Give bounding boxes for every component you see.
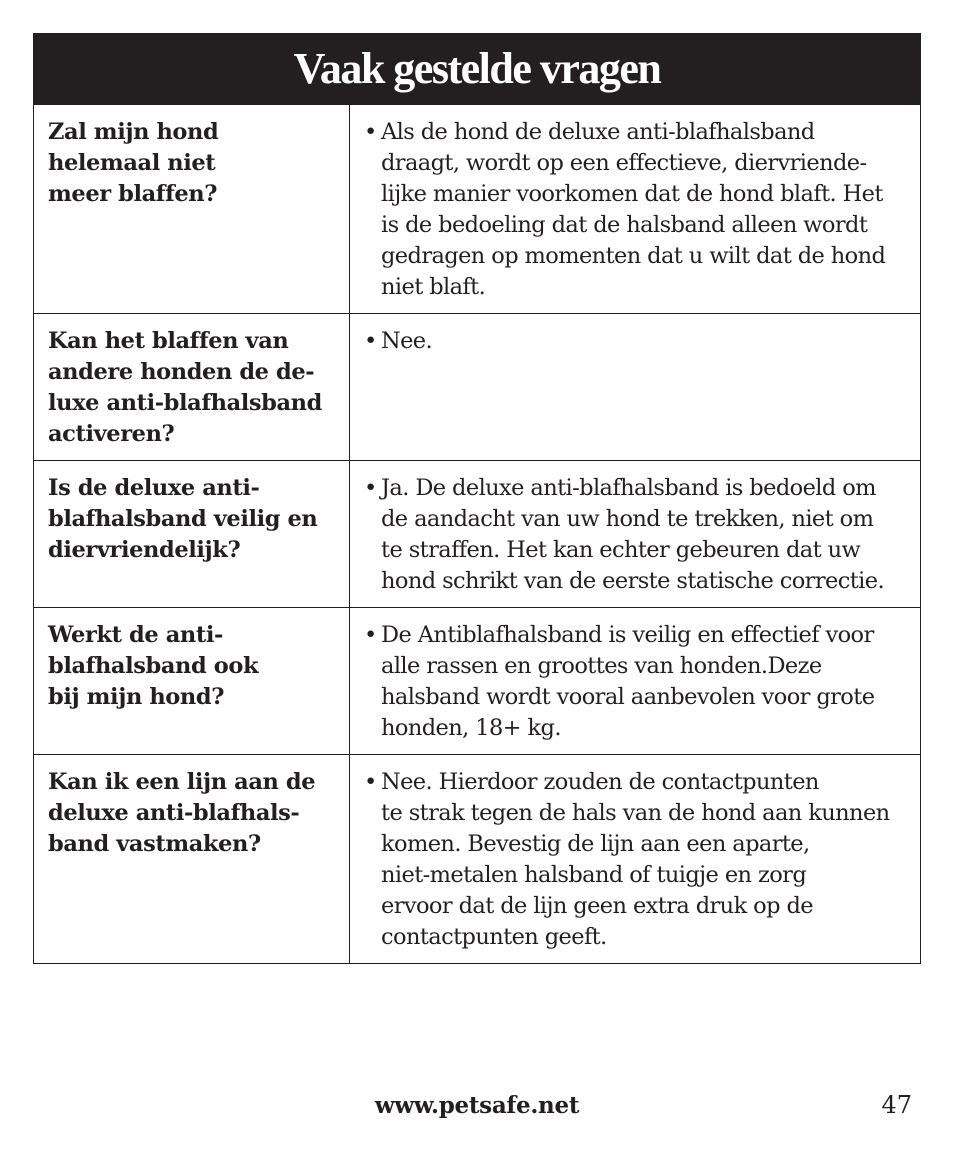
- faq-answer: [350, 105, 921, 314]
- question-line: Zal mijn hond: [48, 119, 219, 145]
- answer-line: ervoor dat de lijn geen extra druk op de: [381, 893, 813, 919]
- answer-bullet-item: [364, 473, 910, 597]
- answer-line: gedragen op momenten dat u wilt dat de hond: [381, 243, 886, 269]
- bullet-icon: •: [364, 769, 377, 795]
- answer-line: Als de hond de deluxe anti-blafhalsband: [381, 119, 815, 145]
- faq-question: [34, 314, 350, 461]
- bullet-icon: •: [364, 475, 377, 501]
- page-number: 47: [881, 1091, 912, 1119]
- question-line: activeren?: [48, 421, 175, 447]
- bullet-icon: •: [364, 622, 377, 648]
- question-line: meer blaffen?: [48, 181, 217, 207]
- faq-question: [34, 461, 350, 608]
- answer-line: niet blaft.: [381, 274, 486, 300]
- bullet-icon: •: [364, 328, 377, 354]
- question-line: blafhalsband ook: [48, 653, 259, 679]
- answer-line: Nee. Hierdoor zouden de contactpunten: [381, 769, 819, 795]
- answer-line: te strak tegen de hals van de hond aan kunnen: [381, 800, 890, 826]
- question-line: helemaal niet: [48, 150, 216, 176]
- faq-row: [34, 461, 921, 608]
- answer-bullet-item: [364, 620, 910, 744]
- faq-answer: [350, 314, 921, 461]
- answer-text: [381, 767, 910, 953]
- answer-line: te straffen. Het kan echter gebeuren dat uw: [381, 537, 861, 563]
- faq-question: [34, 755, 350, 964]
- answer-line: halsband wordt vooral aanbevolen voor grote: [381, 684, 875, 710]
- answer-bullet-item: [364, 767, 910, 953]
- answer-bullet-item: [364, 117, 910, 303]
- faq-answer: [350, 608, 921, 755]
- answer-line: alle rassen en groottes van honden.Deze: [381, 653, 822, 679]
- question-line: diervriendelijk?: [48, 537, 241, 563]
- faq-question: [34, 608, 350, 755]
- faq-table: [33, 104, 921, 964]
- faq-table-body: [34, 105, 921, 964]
- faq-answer: [350, 461, 921, 608]
- answer-line: Ja. De deluxe anti-blafhalsband is bedoeld om: [381, 475, 876, 501]
- answer-line: de aandacht van uw hond te trekken, niet om: [381, 506, 874, 532]
- question-line: luxe anti-blafhalsband: [48, 390, 322, 416]
- footer-url: www.petsafe.net: [374, 1092, 580, 1119]
- faq-section: [33, 33, 921, 964]
- answer-line: lijke manier voorkomen dat de hond blaft. Het: [381, 181, 883, 207]
- answer-text: [381, 326, 910, 357]
- faq-row: [34, 608, 921, 755]
- answer-line: is de bedoeling dat de halsband alleen wordt: [381, 212, 868, 238]
- faq-row: [34, 314, 921, 461]
- question-line: Kan ik een lijn aan de: [48, 769, 316, 795]
- question-line: Kan het blaffen van: [48, 328, 289, 354]
- question-line: Werkt de anti-: [48, 622, 223, 648]
- answer-bullet-item: [364, 326, 910, 357]
- answer-text: [381, 117, 910, 303]
- answer-text: [381, 620, 910, 744]
- faq-row: [34, 105, 921, 314]
- faq-header: [33, 33, 921, 104]
- answer-line: contactpunten geeft.: [381, 924, 607, 950]
- question-line: Is de deluxe anti-: [48, 475, 260, 501]
- answer-line: hond schrikt van de eerste statische correctie.: [381, 568, 885, 594]
- answer-line: niet-metalen halsband of tuigje en zorg: [381, 862, 807, 888]
- faq-row: [34, 755, 921, 964]
- faq-question: [34, 105, 350, 314]
- question-line: bij mijn hond?: [48, 684, 224, 710]
- faq-answer: [350, 755, 921, 964]
- answer-line: draagt, wordt op een effectieve, diervriende-: [381, 150, 867, 176]
- answer-line: De Antiblafhalsband is veilig en effectief voor: [381, 622, 874, 648]
- answer-line: honden, 18+ kg.: [381, 715, 561, 741]
- bullet-icon: •: [364, 119, 377, 145]
- answer-line: Nee.: [381, 328, 433, 354]
- question-line: blafhalsband veilig en: [48, 506, 318, 532]
- page-title: Vaak gestelde vragen: [293, 43, 661, 93]
- answer-text: [381, 473, 910, 597]
- answer-line: komen. Bevestig de lijn aan een aparte,: [381, 831, 810, 857]
- question-line: deluxe anti-blafhals-: [48, 800, 300, 826]
- question-line: andere honden de de-: [48, 359, 315, 385]
- question-line: band vastmaken?: [48, 831, 261, 857]
